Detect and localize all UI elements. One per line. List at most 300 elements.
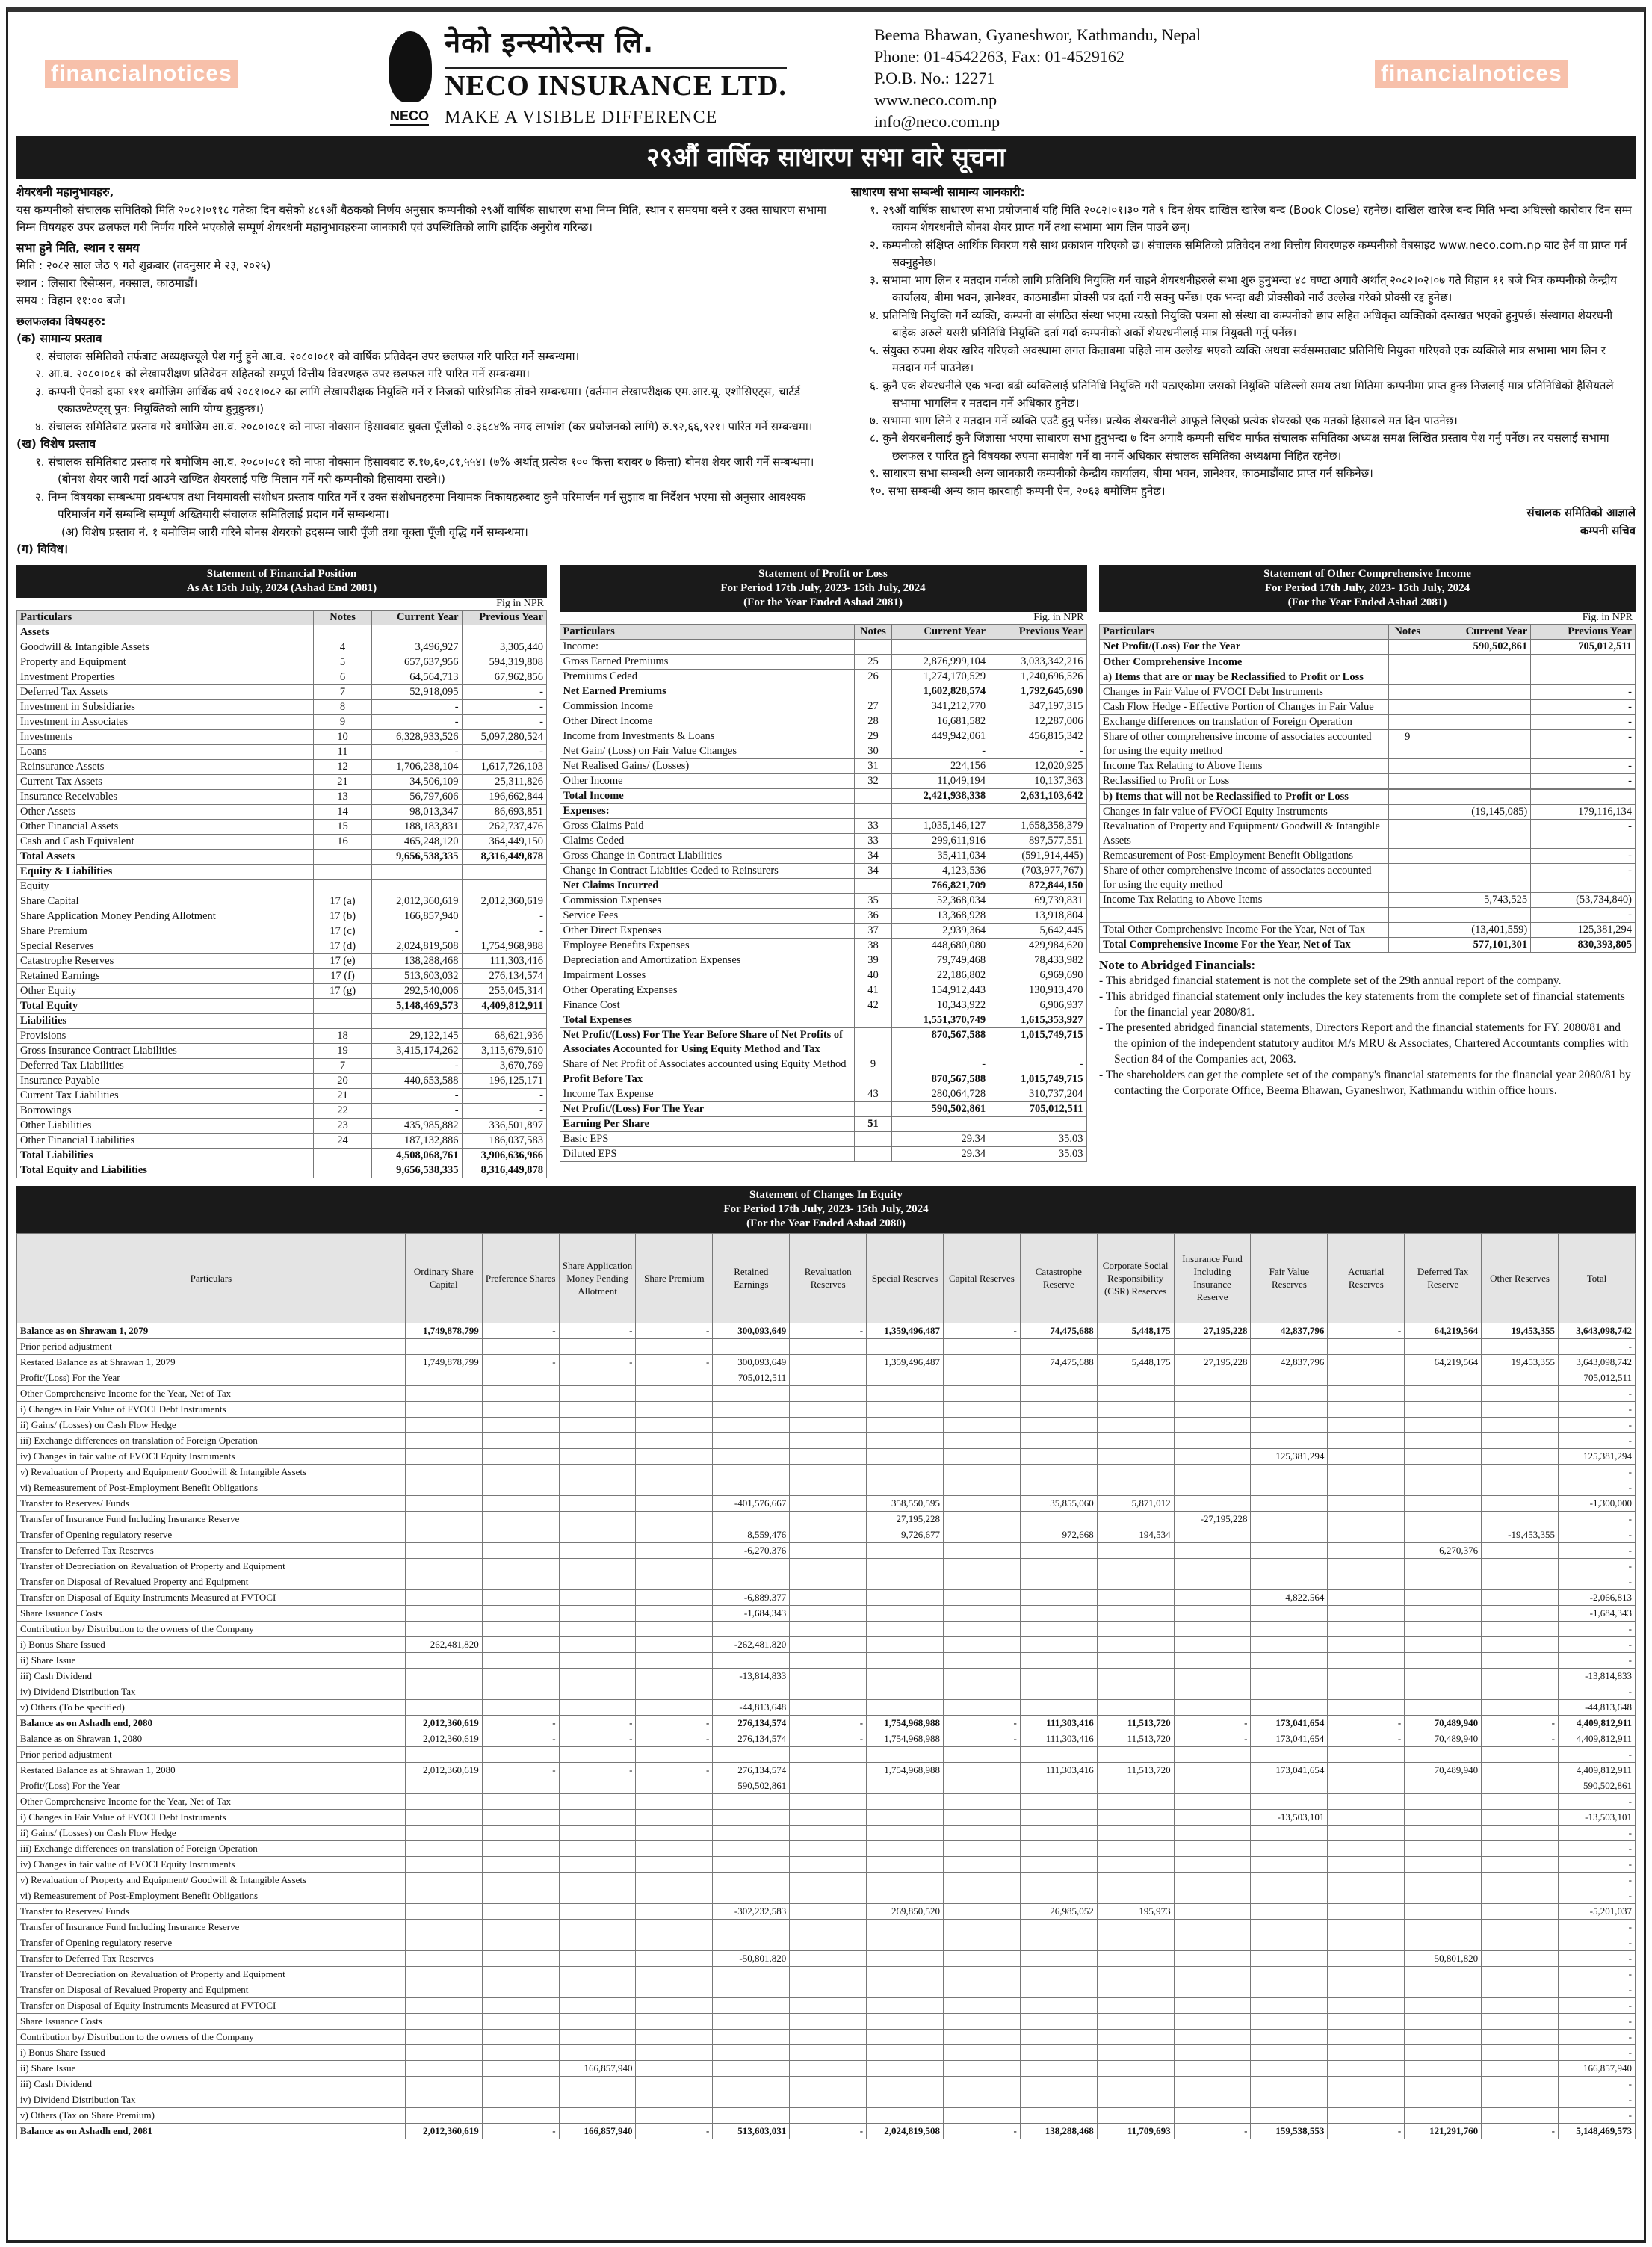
row-label: Revaluation of Property and Equipment/ Goodwill & Intangible Assets — [1100, 819, 1389, 848]
cell-value — [713, 1684, 790, 1699]
cell-value: 6,906,937 — [989, 998, 1086, 1013]
cell-value — [1251, 1401, 1328, 1417]
cell-value — [372, 864, 463, 879]
cell-value: 10 — [314, 729, 372, 744]
cell-value — [855, 1027, 891, 1057]
cell-value — [1389, 819, 1426, 848]
row-label: Total Expenses — [560, 1013, 855, 1027]
cell-value: 1,551,370,749 — [891, 1013, 989, 1027]
row-label: Total Assets — [17, 849, 314, 864]
cell-value — [1251, 1495, 1328, 1511]
general-heading: (क) सामान्य प्रस्ताव — [16, 332, 102, 345]
cell-value — [855, 639, 891, 654]
cell-value — [855, 788, 891, 803]
general-item: ३. कम्पनी ऐनको दफा १११ बमोजिम आर्थिक वर्ष २०८१।०८२ का लागि लेखापरीक्षक नियुक्ति गर्ने र निजको पारिश्रमिक तोक्ने सम्बन्धमा। (वर्तमान लेखापरीक्षक एम.आर.यू. एशोसिएट्स, चार्टर्ड एकाउण्टेण्ट्स् पुन: नियुक्तिको लागि योग्य हुनुहुन्छ।) — [35, 384, 800, 415]
cell-value — [1251, 2029, 1328, 2044]
table-row — [17, 2092, 1636, 2107]
cell-value — [1426, 670, 1531, 684]
cell-value — [1251, 2013, 1328, 2029]
cell-value — [1328, 1417, 1405, 1432]
row-label: Cash Flow Hedge - Effective Portion of Changes in Fair Value — [1100, 699, 1389, 714]
cell-value: 1,749,878,799 — [405, 1354, 482, 1370]
cell-value — [1251, 2107, 1328, 2123]
cell-value: 27,195,228 — [867, 1511, 944, 1527]
cell-value: 52,368,034 — [891, 893, 989, 908]
table-row — [17, 1013, 547, 1028]
cell-value — [790, 1903, 867, 1919]
table-row — [560, 998, 1086, 1013]
cell-value — [1389, 758, 1426, 773]
row-label: Transfer of Depreciation on Revaluation of Property and Equipment — [17, 1966, 406, 1982]
row-label: Contribution by/ Distribution to the owners of the Company — [17, 2029, 406, 2044]
note-item: - This abridged financial statement is not the complete set of the 29th annual report of the company. — [1099, 974, 1562, 987]
cell-value — [405, 2029, 482, 2044]
cell-value: 872,844,150 — [989, 878, 1086, 893]
table-row — [17, 640, 547, 655]
cell-value: 5 — [314, 655, 372, 670]
cell-value: - — [462, 744, 546, 759]
row-label: Balance as on Ashadh end, 2080 — [17, 1715, 406, 1731]
cell-value: 5,448,175 — [1097, 1354, 1174, 1370]
cell-value — [790, 1872, 867, 1888]
cell-value — [314, 1148, 372, 1163]
cell-value — [405, 1746, 482, 1762]
row-label: Insurance Receivables — [17, 789, 314, 804]
cell-value — [1020, 1888, 1097, 1903]
info-item: १०. सभा सम्बन्धी अन्य काम कारवाही कम्पनी ऐन, २०६३ बमोजिम हुनेछ। — [870, 483, 1166, 498]
cell-value: 64,564,713 — [372, 670, 463, 684]
cell-value: 6 — [314, 670, 372, 684]
cell-value — [1097, 1888, 1174, 1903]
general-info-heading: साधारण सभा सम्बन्धी सामान्य जानकारी: — [851, 185, 1025, 199]
cell-value: 67,962,856 — [462, 670, 546, 684]
cell-value — [1389, 937, 1426, 952]
cell-value — [713, 1385, 790, 1401]
meeting-venue: स्थान : लिसारा रिसेप्सन, नक्साल, काठमाडौं। — [16, 276, 198, 290]
cell-value — [790, 1417, 867, 1432]
cell-value — [1328, 1668, 1405, 1684]
table-row — [17, 2044, 1636, 2060]
row-label: Total Liabilities — [17, 1148, 314, 1163]
cell-value — [1097, 1589, 1174, 1605]
row-label: Total Comprehensive Income For the Year, Net of Tax — [1100, 937, 1389, 952]
cell-value — [1251, 1417, 1328, 1432]
row-label: Net Profit/(Loss) For the Year — [1100, 639, 1389, 654]
cell-value — [405, 1370, 482, 1385]
cell-value: - — [1558, 1919, 1635, 1935]
phone: Phone: 01-4542263, Fax: 01-4529162 — [874, 47, 1124, 66]
cell-value — [559, 1872, 636, 1888]
cell-value — [1174, 1888, 1251, 1903]
cell-value — [1020, 1793, 1097, 1809]
cell-value — [891, 639, 989, 654]
cell-value — [1097, 1966, 1174, 1982]
cell-value — [1174, 1668, 1251, 1684]
table-row — [1100, 758, 1636, 773]
cell-value — [867, 1636, 944, 1652]
cell-value — [636, 2013, 713, 2029]
cell-value — [314, 998, 372, 1013]
cell-value: 1,602,828,574 — [891, 684, 989, 699]
misc-heading: (ग) विविध। — [16, 543, 68, 556]
cell-value — [559, 1432, 636, 1448]
cell-value: 15 — [314, 819, 372, 834]
cell-value — [405, 1448, 482, 1464]
cell-value: 830,393,805 — [1531, 937, 1636, 952]
cell-value: 27 — [855, 699, 891, 714]
cell-value — [1097, 2044, 1174, 2060]
cell-value — [482, 1982, 559, 1997]
cell-value — [867, 2044, 944, 2060]
cell-value: - — [1558, 1652, 1635, 1668]
cell-value: 1,274,170,529 — [891, 669, 989, 684]
cell-value — [1251, 1997, 1328, 2013]
figure-unit: Fig. in NPR — [1582, 611, 1633, 623]
cell-value: 6,328,933,526 — [372, 729, 463, 744]
cell-value — [989, 803, 1086, 818]
cell-value — [867, 1778, 944, 1793]
cell-value: - — [1558, 2013, 1635, 2029]
cell-value: - — [1558, 1935, 1635, 1950]
tagline: MAKE A VISIBLE DIFFERENCE — [445, 108, 718, 127]
table-row — [17, 804, 547, 819]
cell-value: 341,212,770 — [891, 699, 989, 714]
cell-value — [636, 1527, 713, 1542]
cell-value: - — [482, 1762, 559, 1778]
cell-value — [405, 2107, 482, 2123]
notes-heading: Note to Abridged Financials: — [1099, 957, 1256, 972]
cell-value — [1251, 1668, 1328, 1684]
row-label: Current Tax Liabilities — [17, 1088, 314, 1103]
notice-right-column — [851, 184, 1636, 540]
cell-value — [1482, 1448, 1559, 1464]
info-list — [851, 202, 1636, 501]
cell-value — [1482, 1480, 1559, 1495]
cell-value — [1389, 639, 1426, 654]
cell-value — [559, 1338, 636, 1354]
cell-value — [943, 1746, 1020, 1762]
cell-value — [405, 1872, 482, 1888]
table-row — [17, 1480, 1636, 1495]
cell-value — [790, 1699, 867, 1715]
cell-value — [867, 2029, 944, 2044]
table-row — [1100, 729, 1636, 758]
table-row — [17, 819, 547, 834]
cell-value — [1405, 1872, 1482, 1888]
cell-value — [1482, 1495, 1559, 1511]
row-label: Total Other Comprehensive Income For the Year, Net of Tax — [1100, 922, 1389, 937]
table-row — [1100, 804, 1636, 819]
cell-value — [943, 2013, 1020, 2029]
table-row — [560, 639, 1086, 654]
row-label: ii) Gains/ (Losses) on Cash Flow Hedge — [17, 1417, 406, 1432]
cell-value — [867, 1684, 944, 1699]
cell-value — [1405, 1432, 1482, 1448]
cell-value: -13,503,101 — [1251, 1809, 1328, 1825]
cell-value: - — [1531, 907, 1636, 922]
cell-value: 766,821,709 — [891, 878, 989, 893]
cell-value — [405, 2060, 482, 2076]
cell-value — [1328, 2060, 1405, 2076]
cell-value — [636, 1778, 713, 1793]
cell-value — [1020, 1778, 1097, 1793]
cell-value: -13,814,833 — [713, 1668, 790, 1684]
cell-value — [1174, 2044, 1251, 2060]
cell-value — [867, 1542, 944, 1558]
row-label: Service Fees — [560, 908, 855, 923]
cell-value — [713, 1872, 790, 1888]
cell-value — [1251, 1919, 1328, 1935]
cell-value — [636, 1997, 713, 2013]
cell-value: 299,611,916 — [891, 833, 989, 848]
row-label: Balance as on Ashadh end, 2081 — [17, 2123, 406, 2139]
cell-value — [1328, 1903, 1405, 1919]
cell-value — [1174, 1495, 1251, 1511]
cell-value — [405, 1652, 482, 1668]
row-label: Transfer on Disposal of Equity Instruments Measured at FVTOCI — [17, 1589, 406, 1605]
cell-value: 19 — [314, 1043, 372, 1058]
cell-value — [482, 1856, 559, 1872]
cell-value: 590,502,861 — [1558, 1778, 1635, 1793]
cell-value — [314, 625, 372, 640]
cell-value: - — [559, 1354, 636, 1370]
cell-value: -44,813,648 — [1558, 1699, 1635, 1715]
cell-value — [790, 1762, 867, 1778]
cell-value — [1482, 1385, 1559, 1401]
cell-value — [559, 1464, 636, 1480]
cell-value — [790, 1448, 867, 1464]
cell-value — [1405, 2060, 1482, 2076]
cell-value — [405, 1684, 482, 1699]
cell-value: -19,453,355 — [1482, 1527, 1559, 1542]
cell-value: -44,813,648 — [713, 1699, 790, 1715]
cell-value — [559, 1903, 636, 1919]
cell-value — [482, 1385, 559, 1401]
cell-value: 35 — [855, 893, 891, 908]
cell-value — [636, 1401, 713, 1417]
cell-value: 435,985,882 — [372, 1118, 463, 1133]
profit-loss-table — [560, 624, 1087, 1162]
row-label: ii) Share Issue — [17, 1652, 406, 1668]
row-label: Transfer to Reserves/ Funds — [17, 1495, 406, 1511]
column-header: Particulars — [1100, 624, 1389, 639]
cell-value: - — [1558, 1872, 1635, 1888]
cell-value — [989, 1116, 1086, 1131]
cell-value — [482, 1950, 559, 1966]
cell-value — [867, 1809, 944, 1825]
cell-value: 125,381,294 — [1558, 1448, 1635, 1464]
row-label: Changes in fair value of FVOCI Equity Instruments — [1100, 804, 1389, 819]
column-header: Share Premium — [636, 1233, 713, 1323]
cell-value — [1405, 1370, 1482, 1385]
table-row — [560, 714, 1086, 729]
cell-value: 2,631,103,642 — [989, 788, 1086, 803]
cell-value — [790, 1809, 867, 1825]
profit-loss-title — [560, 565, 1087, 612]
cell-value: - — [1558, 1385, 1635, 1401]
cell-value: 21 — [314, 774, 372, 789]
cell-value — [713, 1417, 790, 1432]
website-link[interactable]: www.neco.com.np — [874, 90, 997, 109]
cell-value: 23 — [314, 1118, 372, 1133]
cell-value: 3,643,098,742 — [1558, 1354, 1635, 1370]
note-item: - The presented abridged financial statements, Directors Report and the financial statements for FY. 2080/81 and the opinion of the independent statutory auditor M/s MRU & Associates, Chartered Accountants complies with Section 84 of the Companies act, 2063. — [1099, 1021, 1629, 1066]
cell-value — [713, 2107, 790, 2123]
cell-value — [867, 1589, 944, 1605]
cell-value: - — [1558, 1542, 1635, 1558]
cell-value: 1,749,878,799 — [405, 1323, 482, 1338]
cell-value — [559, 1589, 636, 1605]
cell-value — [1251, 1385, 1328, 1401]
cell-value: - — [462, 1088, 546, 1103]
table-row — [560, 729, 1086, 744]
row-label: Assets — [17, 625, 314, 640]
row-label: Transfer on Disposal of Revalued Property and Equipment — [17, 1982, 406, 1997]
info-item: ९. साधारण सभा सम्बन्धी अन्य जानकारी कम्पनीको केन्द्रीय कार्यालय, बीमा भवन, ज्ञानेश्वर, काठमाडौंबाट प्राप्त गर्न सकिनेछ। — [870, 466, 1373, 480]
cell-value — [1531, 789, 1636, 804]
cell-value: - — [636, 1323, 713, 1338]
cell-value — [559, 1495, 636, 1511]
cell-value — [943, 1448, 1020, 1464]
table-row — [560, 788, 1086, 803]
cell-value — [943, 1856, 1020, 1872]
cell-value — [1405, 1621, 1482, 1636]
cell-value: 1,658,358,379 — [989, 818, 1086, 833]
cell-value: 30 — [855, 744, 891, 758]
row-label: Share Issuance Costs — [17, 2013, 406, 2029]
cell-value — [405, 1888, 482, 1903]
cell-value — [405, 1464, 482, 1480]
cell-value — [1174, 1746, 1251, 1762]
cell-value — [1097, 1699, 1174, 1715]
cell-value — [405, 2044, 482, 2060]
table-row — [17, 2123, 1636, 2139]
cell-value — [1097, 1778, 1174, 1793]
cell-value — [1482, 1370, 1559, 1385]
title-line: Statement of Changes In Equity — [749, 1188, 903, 1201]
cell-value — [1251, 1872, 1328, 1888]
cell-value: 2,012,360,619 — [405, 1762, 482, 1778]
financial-position-statement — [16, 565, 547, 1178]
cell-value — [1328, 1636, 1405, 1652]
cell-value — [1251, 1652, 1328, 1668]
cell-value — [1020, 1825, 1097, 1840]
cell-value — [1482, 1778, 1559, 1793]
cell-value: - — [1558, 1746, 1635, 1762]
cell-value: 138,288,468 — [1020, 2123, 1097, 2139]
cell-value — [1482, 1856, 1559, 1872]
cell-value — [1251, 1888, 1328, 1903]
cell-value — [636, 1605, 713, 1621]
cell-value: 8,316,449,878 — [462, 1163, 546, 1178]
table-row — [17, 1028, 547, 1043]
cell-value — [1251, 1856, 1328, 1872]
cell-value — [462, 879, 546, 894]
row-label: Commission Expenses — [560, 893, 855, 908]
table-row — [17, 1148, 547, 1163]
cell-value: - — [482, 1731, 559, 1746]
cell-value: 130,913,470 — [989, 983, 1086, 998]
cell-value: - — [1174, 1715, 1251, 1731]
cell-value: 269,850,520 — [867, 1903, 944, 1919]
cell-value — [790, 1636, 867, 1652]
cell-value — [790, 1888, 867, 1903]
cell-value: 657,637,956 — [372, 655, 463, 670]
cell-value: -1,300,000 — [1558, 1495, 1635, 1511]
cell-value: 186,037,583 — [462, 1133, 546, 1148]
cell-value — [1251, 1370, 1328, 1385]
cell-value — [867, 2060, 944, 2076]
title-line: Statement of Financial Position — [206, 567, 357, 580]
cell-value — [636, 1903, 713, 1919]
column-header: Special Reserves — [867, 1233, 944, 1323]
cell-value — [482, 1621, 559, 1636]
cell-value — [559, 1668, 636, 1684]
general-item: ४. संचालक समितिबाट प्रस्ताव गरे बमोजिम आ.व. २०८०।०८१ को नाफा नोक्सान हिसावबाट चुक्ता पूँजीको ०.३६८४% नगद लाभांश (कर प्रयोजनको लागि) रु.९२,६६,९२१। पारित गर्ने सम्बन्धमा। — [35, 419, 813, 433]
cell-value — [559, 1997, 636, 2013]
cell-value: 300,093,649 — [713, 1323, 790, 1338]
cell-value: - — [943, 1323, 1020, 1338]
cell-value — [1389, 922, 1426, 937]
table-row — [560, 803, 1086, 818]
cell-value: 11,049,194 — [891, 773, 989, 788]
cell-value: 705,012,511 — [1531, 639, 1636, 654]
row-label: Claims Ceded — [560, 833, 855, 848]
cell-value: 456,815,342 — [989, 729, 1086, 744]
cell-value: 5,097,280,524 — [462, 729, 546, 744]
cell-value — [1097, 2013, 1174, 2029]
table-row — [560, 684, 1086, 699]
row-label: Total Equity and Liabilities — [17, 1163, 314, 1178]
row-label: v) Revaluation of Property and Equipment/ Goodwill & Intangible Assets — [17, 1872, 406, 1888]
cell-value — [482, 1935, 559, 1950]
cell-value — [1328, 1872, 1405, 1888]
cell-value — [855, 1146, 891, 1161]
cell-value — [1405, 1636, 1482, 1652]
table-row — [17, 1338, 1636, 1354]
cell-value: 972,668 — [1020, 1527, 1097, 1542]
cell-value — [867, 1621, 944, 1636]
cell-value — [867, 1417, 944, 1432]
column-header: Capital Reserves — [943, 1233, 1020, 1323]
cell-value: 27,195,228 — [1174, 1354, 1251, 1370]
cell-value — [943, 1888, 1020, 1903]
cell-value — [713, 1935, 790, 1950]
cell-value: - — [1558, 1840, 1635, 1856]
table-row — [560, 1072, 1086, 1087]
row-label: Premiums Ceded — [560, 669, 855, 684]
info-item: ५. संयुक्त रुपमा शेयर खरिद गरिएको अवस्थामा लगत किताबमा पहिले नाम उल्लेख भएको व्यक्ति अथवा सर्वसम्मतबाट प्रतिनिधि नियुक्त गरिएको एक व्यक्तिले मात्र सभामा भाग लिन र मतदान गर्न पाउनेछ। — [870, 343, 1606, 374]
cell-value — [372, 1013, 463, 1028]
cell-value: (13,401,559) — [1426, 922, 1531, 937]
row-label: Finance Cost — [560, 998, 855, 1013]
email-link[interactable]: info@neco.com.np — [874, 112, 1000, 131]
cell-value — [1020, 1480, 1097, 1495]
cell-value: - — [1558, 1558, 1635, 1574]
cell-value — [559, 2092, 636, 2107]
table-row — [17, 1385, 1636, 1401]
cell-value: 78,433,982 — [989, 953, 1086, 968]
cell-value — [1174, 2092, 1251, 2107]
table-row — [17, 729, 547, 744]
row-label: ii) Gains/ (Losses) on Cash Flow Hedge — [17, 1825, 406, 1840]
cell-value — [482, 1919, 559, 1935]
cell-value — [790, 1997, 867, 2013]
cell-value — [790, 2013, 867, 2029]
cell-value — [943, 1762, 1020, 1778]
cell-value — [1531, 670, 1636, 684]
cell-value — [1328, 2107, 1405, 2123]
